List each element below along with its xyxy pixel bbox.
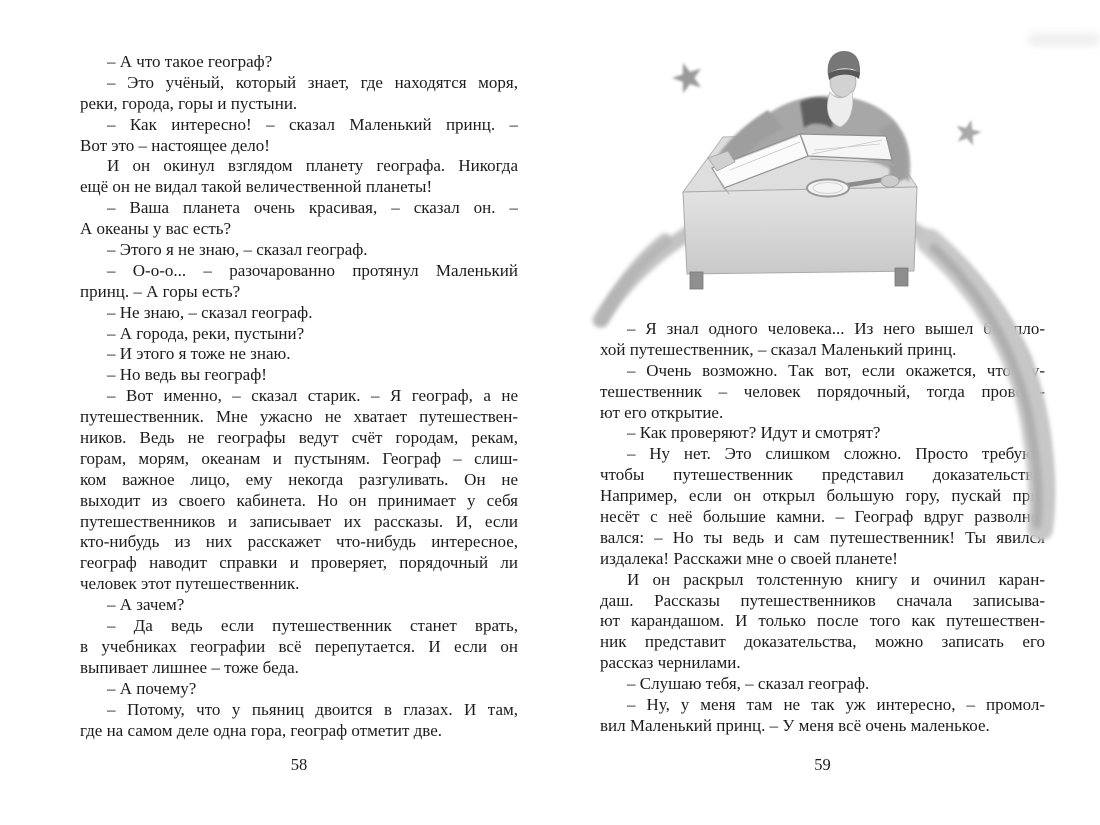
text-line: – Не знаю, – сказал географ. <box>107 302 313 322</box>
star-icon-right <box>953 117 984 147</box>
text-line: географ наводит справки и проверяет, порядочный ли <box>80 553 518 573</box>
text-line: несёт с неё большие камни. – Географ вдруг разволно- <box>600 507 1045 527</box>
text-line: путешественник. Мне ужасно не хватает путешествен- <box>80 407 518 427</box>
text-line: где на самом деле одна гора, географ отметит две. <box>80 720 442 740</box>
text-line: даш. Рассказы путешественников сначала записыва- <box>600 590 1045 610</box>
left-page-number: 58 <box>290 755 308 774</box>
text-line: – Очень возможно. Так вот, если окажется, что пу- <box>627 360 1045 380</box>
text-line: Вот это – настоящее дело! <box>80 135 270 155</box>
text-line: тешественник – человек порядочный, тогда проверя- <box>600 381 1045 401</box>
text-line: – Ну нет. Это слишком сложно. Просто требуют, <box>627 444 1045 464</box>
text-line: ещё он не видал такой величественной планеты! <box>80 177 433 197</box>
text-line: – Я знал одного человека... Из него вышел бы пло- <box>627 319 1045 338</box>
text-line: И он раскрыл толстенную книгу и очинил каран- <box>627 569 1045 589</box>
star-icon-left <box>669 58 707 95</box>
text-line: – А почему? <box>107 678 197 698</box>
text-line: – Слушаю тебя, – сказал географ. <box>627 674 870 694</box>
text-line: – О-о-о... – разочарованно протянул Маленький <box>107 260 518 280</box>
text-line: – Как интересно! – сказал Маленький принц. – <box>107 114 518 134</box>
right-hand <box>881 175 899 187</box>
text-line: выпивает лишнее – тоже беда. <box>80 657 299 677</box>
text-line: горам, морям, океанам и пустыням. Географ – слиш- <box>80 448 518 468</box>
text-line: чтобы путешественник представил доказательства. <box>600 465 1045 485</box>
desk-leg-right <box>895 268 908 286</box>
text-line: А океаны у вас есть? <box>80 219 232 239</box>
text-line: – Этого я не знаю, – сказал географ. <box>107 240 368 260</box>
right-page-number: 59 <box>814 755 831 774</box>
text-line: хой путешественник, – сказал Маленький принц. <box>600 339 957 359</box>
text-line: – И этого я тоже не знаю. <box>107 344 291 364</box>
text-line: И он окинул взглядом планету географа. Никогда <box>107 156 518 176</box>
text-line: принц. – А горы есть? <box>80 281 241 301</box>
text-line: реки, города, горы и пустыни. <box>80 93 298 113</box>
text-line: – Ну, у меня там не так уж интересно, – промол- <box>627 695 1045 715</box>
text-line: – Но ведь вы географ! <box>107 365 267 385</box>
text-line: рассказ чернилами. <box>600 653 741 673</box>
text-line: в учебниках географии всё перепутается. И если он <box>80 636 518 656</box>
text-line: ют его открытие. <box>600 402 724 422</box>
left-page-text <box>80 52 518 741</box>
text-line: путешественников и записывает их рассказы. И, если <box>80 511 518 531</box>
text-line: – А что такое географ? <box>107 52 273 71</box>
text-line: – Да ведь если путешественник станет врать, <box>107 616 518 636</box>
text-line: ник представит доказательства, можно записать его <box>600 632 1045 652</box>
text-line: – Как проверяют? Идут и смотрят? <box>627 423 881 443</box>
text-line: – Ваша планета очень красивая, – сказал он. – <box>107 198 518 218</box>
text-line: человек этот путешественник. <box>80 574 300 594</box>
text-line: – Это учёный, который знает, где находятся моря, <box>107 72 518 92</box>
text-line: вался: – Но ты ведь и сам путешественник! Ты явился <box>600 527 1045 547</box>
text-line: Например, если он открыл большую гору, пускай при- <box>600 486 1045 506</box>
text-line: ют карандашом. И только после того как путешествен- <box>600 611 1045 631</box>
book-illustration <box>560 30 1100 550</box>
text-line: – А города, реки, пустыни? <box>107 323 305 343</box>
text-line: кто-нибудь из них расскажет что-нибудь интересное, <box>80 532 518 552</box>
desk-leg-left <box>690 272 703 289</box>
text-line: выходит из своего кабинета. Но он принимает у себя <box>80 490 518 510</box>
text-line: – Потому, что у пьяниц двоится в глазах. И там, <box>107 699 518 719</box>
text-line: ком важное лицо, ему некогда разгуливать. Он не <box>80 469 518 489</box>
text-line: издалека! Расскажи мне о своей планете! <box>600 548 898 568</box>
text-line: – А зачем? <box>107 595 185 615</box>
text-line: ников. Ведь не географы ведут счёт городам, рекам, <box>80 428 518 448</box>
text-line: вил Маленький принц. – У меня всё очень маленькое. <box>600 715 990 735</box>
text-line: – Вот именно, – сказал старик. – Я географ, а не <box>107 386 518 406</box>
